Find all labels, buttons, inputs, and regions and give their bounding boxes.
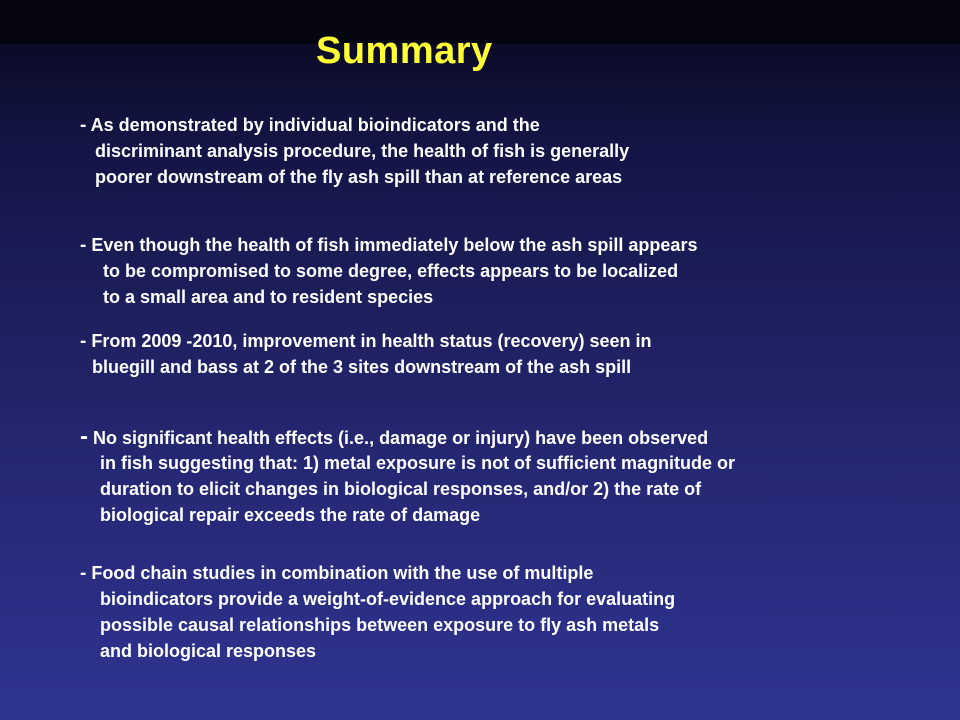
point-2-line-3: to a small area and to resident species bbox=[103, 287, 434, 307]
summary-point-2 bbox=[80, 232, 697, 310]
point-4-line-2: in fish suggesting that: 1) metal exposure is not of sufficient magnitude or bbox=[100, 453, 736, 473]
point-4-line-4: biological repair exceeds the rate of damage bbox=[100, 505, 481, 525]
point-5-line-4: and biological responses bbox=[100, 641, 317, 661]
point-5-line-1: Food chain studies in combination with the use of multiple bbox=[91, 563, 594, 583]
bullet-dash: - bbox=[80, 423, 88, 450]
point-5-line-3: possible causal relationships between exposure to fly ash metals bbox=[100, 615, 660, 635]
point-3-line-1: From 2009 -2010, improvement in health status (recovery) seen in bbox=[91, 331, 652, 351]
point-1-line-3: poorer downstream of the fly ash spill than at reference areas bbox=[95, 167, 623, 187]
bullet-dash: - bbox=[80, 331, 87, 352]
point-2-line-1: Even though the health of fish immediately below the ash spill appears bbox=[91, 235, 698, 255]
summary-point-5 bbox=[80, 560, 675, 664]
point-1-line-1: As demonstrated by individual bioindicators and the bbox=[90, 115, 540, 135]
bullet-dash: - bbox=[80, 235, 87, 256]
bullet-dash: - bbox=[80, 563, 87, 584]
slide-title: Summary bbox=[316, 30, 493, 72]
summary-point-3 bbox=[80, 328, 652, 380]
point-4-line-1: No significant health effects (i.e., damage or injury) have been observed bbox=[93, 428, 709, 448]
bullet-dash: - bbox=[80, 115, 87, 136]
point-2-line-2: to be compromised to some degree, effects appears to be localized bbox=[103, 261, 679, 281]
point-4-line-3: duration to elicit changes in biological responses, and/or 2) the rate of bbox=[100, 479, 702, 499]
summary-point-1 bbox=[80, 112, 629, 190]
point-1-line-2: discriminant analysis procedure, the health of fish is generally bbox=[95, 141, 630, 161]
summary-point-4 bbox=[80, 424, 735, 528]
point-3-line-2: bluegill and bass at 2 of the 3 sites downstream of the ash spill bbox=[92, 357, 632, 377]
point-5-line-2: bioindicators provide a weight-of-evidence approach for evaluating bbox=[100, 589, 676, 609]
